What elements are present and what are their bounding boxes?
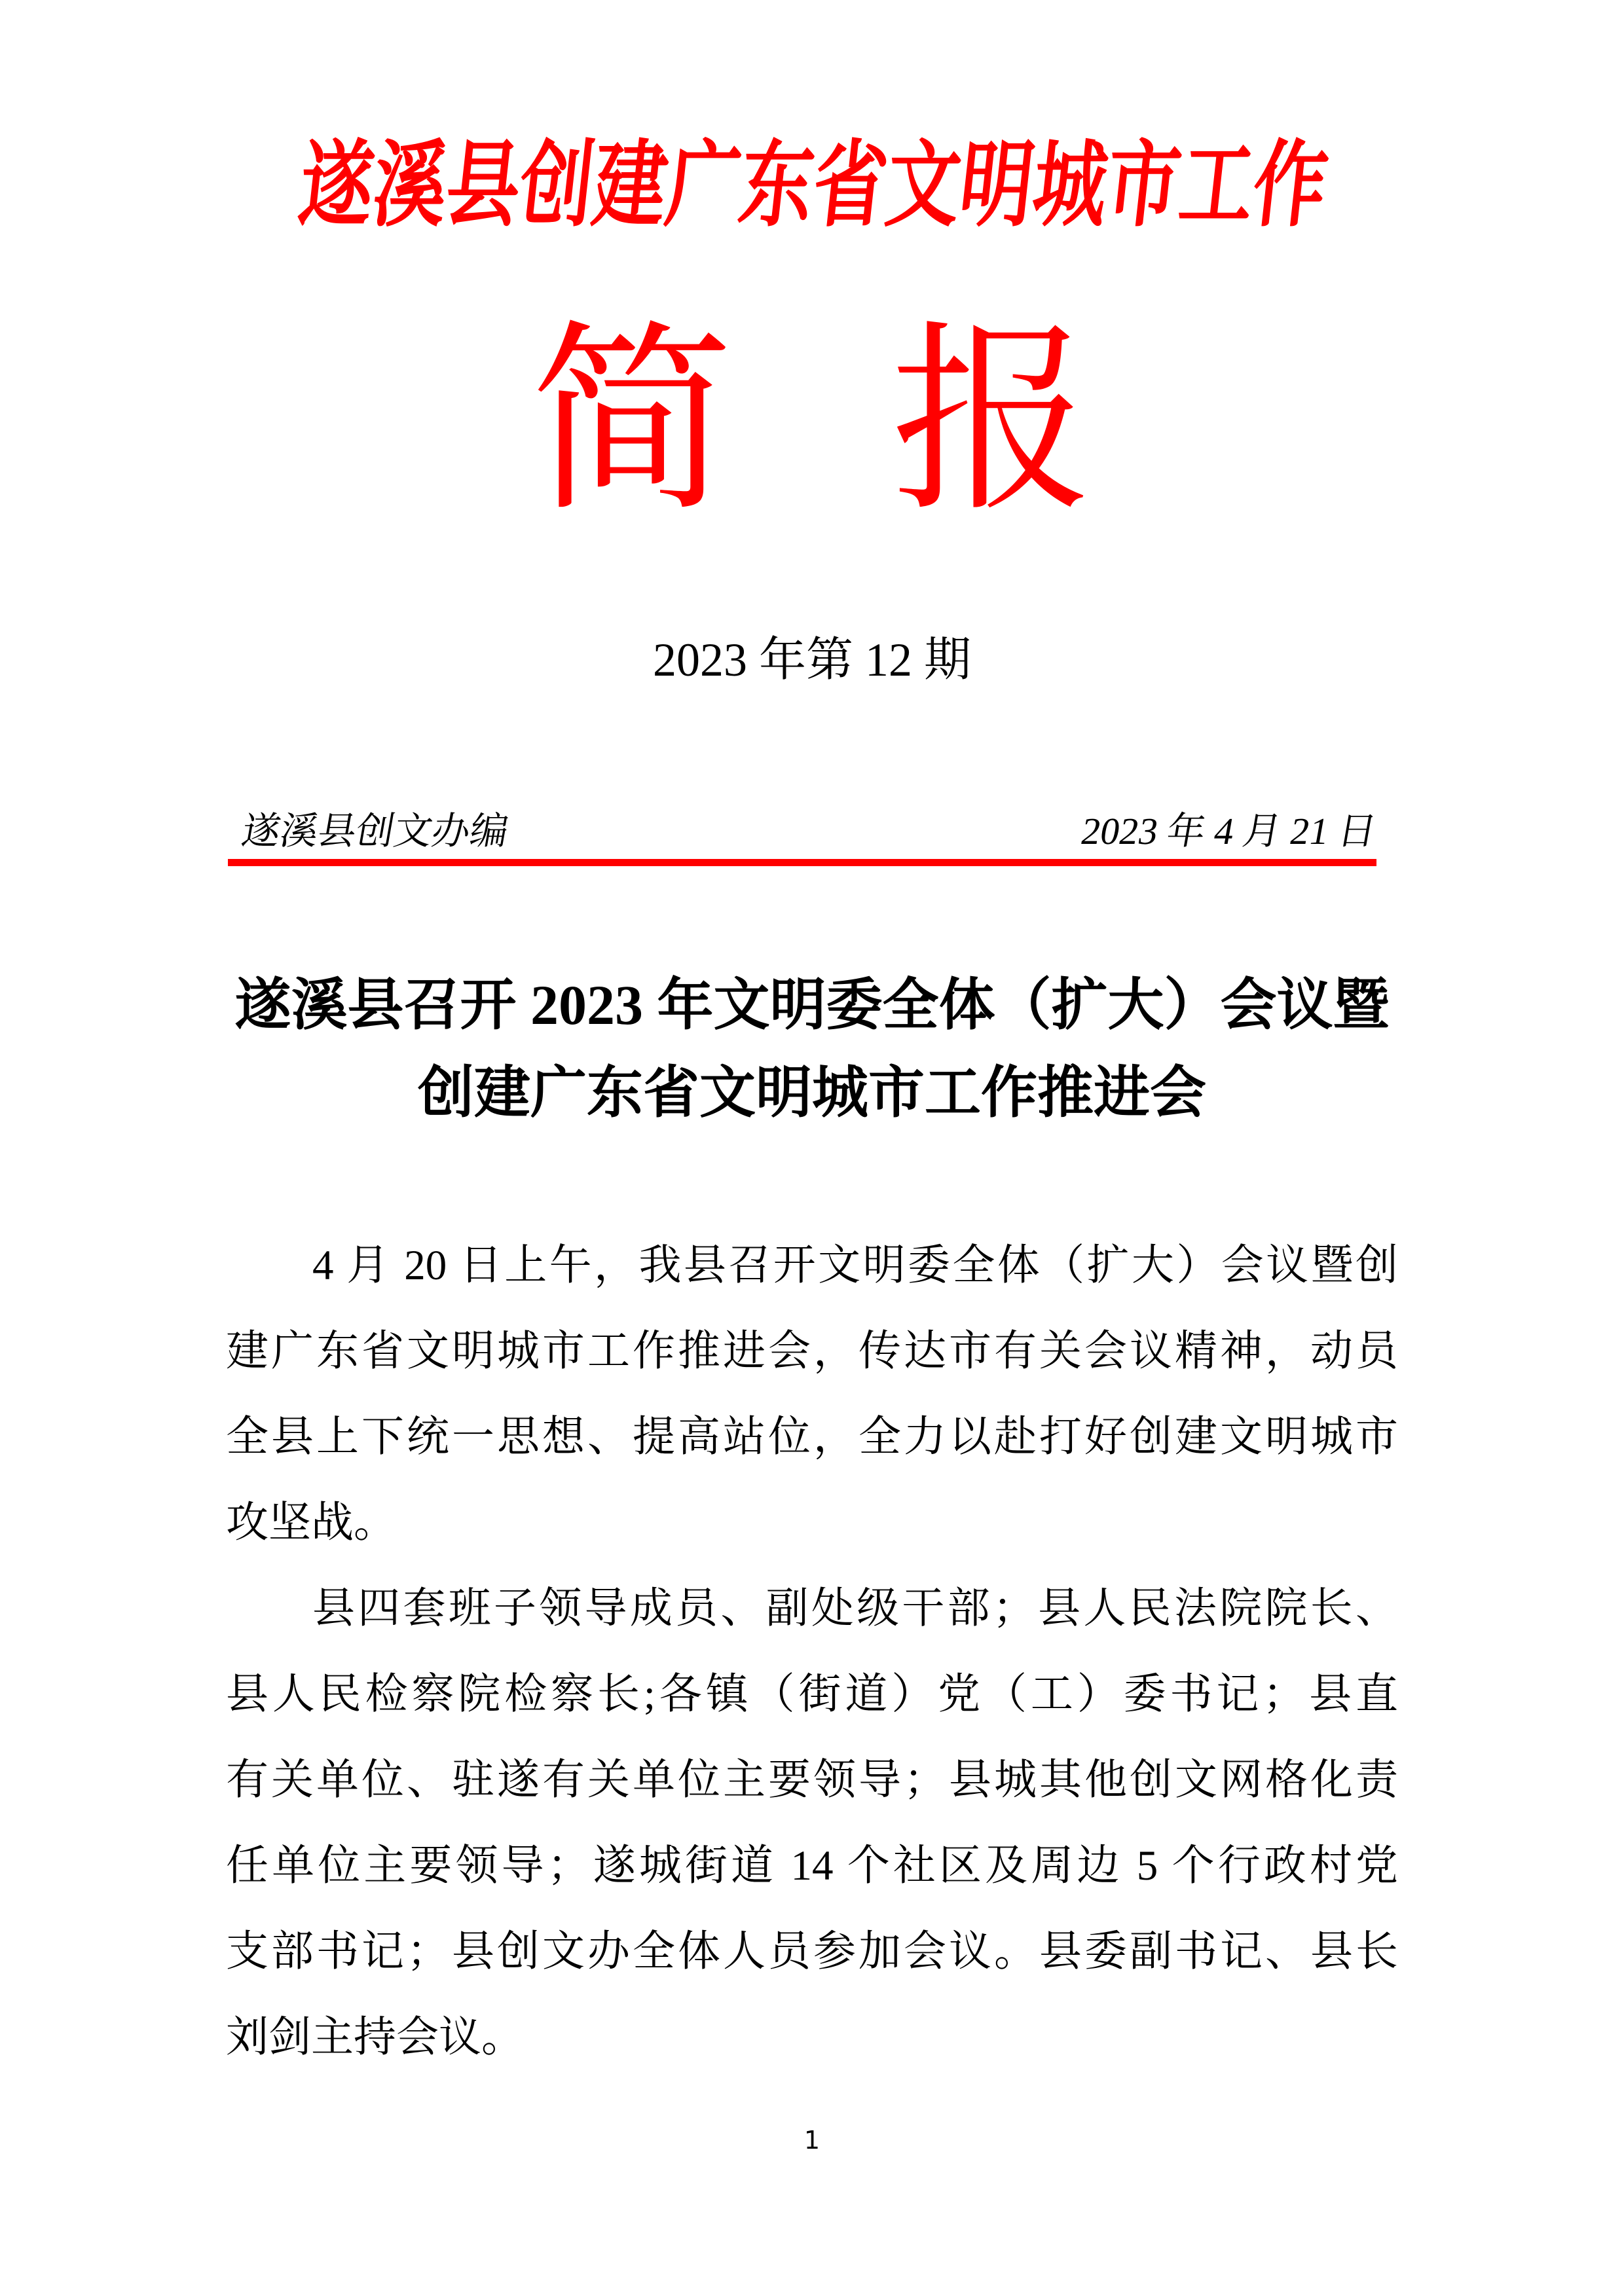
body-line: 全县上下统一思想、提高站位，全力以赴打好创建文明城市 <box>226 1413 1398 1461</box>
editor-credit: 遂溪县创文办编 <box>238 810 512 852</box>
page-number: 1 <box>803 2126 821 2155</box>
article-heading <box>0 961 1624 1137</box>
article-body <box>226 1223 1398 2081</box>
body-line: 县人民检察院检察长;各镇（街道）党（工）委书记；县直 <box>226 1671 1398 1718</box>
editor-row <box>228 807 1380 856</box>
issue-date: 2023 年 4 月 21 日 <box>1078 810 1380 852</box>
body-line: 有关单位、驻遂有关单位主要领导；县城其他创文网格化责 <box>226 1757 1398 1804</box>
body-line: 县四套班子领导成员、副处级干部；县人民法院院长、 <box>312 1585 1398 1632</box>
divider-rule <box>228 859 1376 866</box>
bulletin-banner <box>0 311 1624 536</box>
body-line: 支部书记；县创文办全体人员参加会议。县委副书记、县长 <box>226 1928 1398 1975</box>
article-heading-line-1: 遂溪县召开 2023 年文明委全体（扩大）会议暨 <box>234 974 1390 1036</box>
body-line: 建广东省文明城市工作推进会，传达市有关会议精神，动员 <box>226 1328 1398 1375</box>
article-heading-line-2: 创建广东省文明城市工作推进会 <box>418 1061 1206 1124</box>
masthead-title: 遂溪县创建广东省文明城市工作 <box>294 134 1333 239</box>
banner-char-bao: 报 <box>891 311 1094 536</box>
body-line: 4 月 20 日上午，我县召开文明委全体（扩大）会议暨创 <box>312 1242 1398 1289</box>
banner-char-jian: 简 <box>530 311 733 536</box>
body-line: 刘剑主持会议。 <box>226 2014 525 2061</box>
body-line: 攻坚战。 <box>226 1499 397 1546</box>
body-line: 任单位主要领导；遂城街道 14 个社区及周边 5 个行政村党 <box>226 1842 1398 1889</box>
issue-line: 2023 年第 12 期 <box>652 634 971 686</box>
